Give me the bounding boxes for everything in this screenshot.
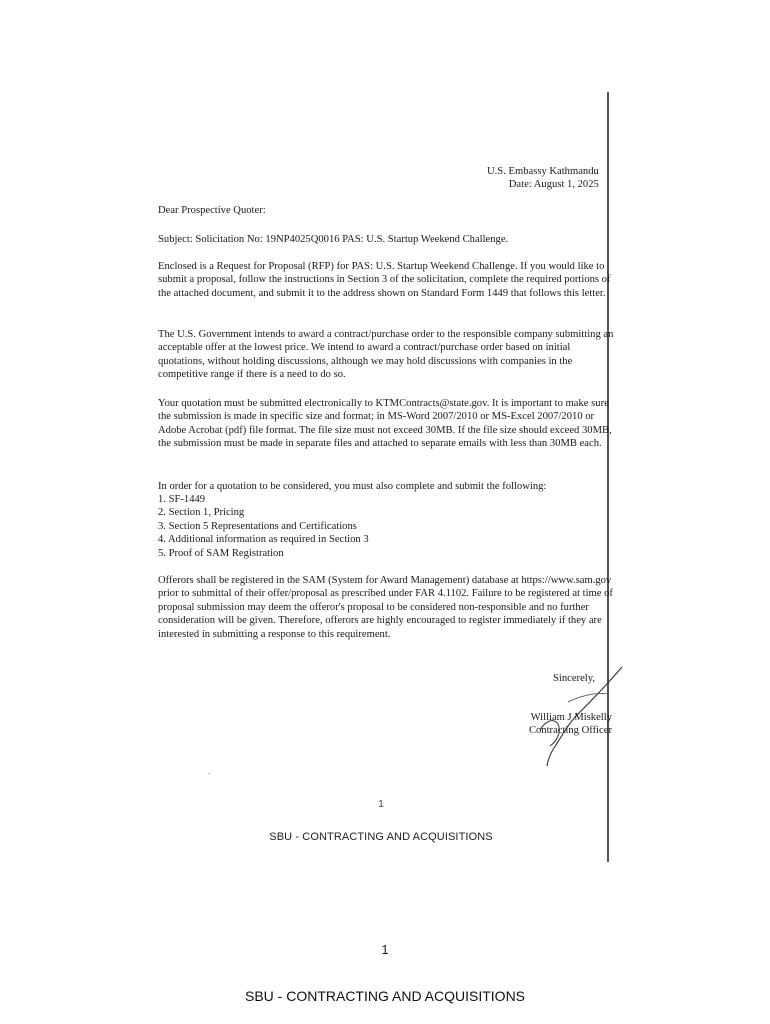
requirements-intro: In order for a quotation to be considered, you must also complete and submit the following: — [158, 481, 547, 492]
paragraph-award: The U.S. Government intends to award a contract/purchase order to the responsible company submitting an acceptable offer at the lowest price. We intend to award a contract/purchase order based on initial quotations, without holding discussions, although we may hold discussions with companies in the competitive range if there is a need to do so. — [158, 329, 614, 381]
sender-line: U.S. Embassy Kathmandu — [487, 166, 599, 177]
salutation: Dear Prospective Quoter: — [158, 205, 266, 216]
page-number: 1 — [381, 942, 389, 957]
date-line: Date: August 1, 2025 — [508, 179, 599, 191]
paragraph-rfp: Enclosed is a Request for Proposal (RFP) for PAS: U.S. Startup Weekend Challenge. If you would like to submit a proposal, follow the instructions in Section 3 of the solicitation, complete the required portions of the attached document, and submit it to the address shown on Standard Form 1449 that follows this letter. — [158, 261, 611, 299]
signer-block — [512, 711, 612, 738]
paragraph-submission: Your quotation must be submitted electronically to KTMContracts@state.gov. It is important to make sure the submission is made in specific size and format; in MS-Word 2007/2010 or MS-Excel 2007/2010 or Adobe Acrobat (pdf) file format. The file size must not exceed 30MB. If the file size should exceed 30MB, the submission must be made in separate files and attached to separate emails with less than 30MB each. — [158, 398, 612, 450]
signer-name: William J Miskelly — [530, 712, 612, 723]
requirement-item: 5. Proof of SAM Registration — [158, 547, 284, 559]
requirement-item: 4. Additional information as required in Section 3 — [158, 534, 369, 546]
subject-line: Subject: Solicitation No: 19NP4025Q0016 PAS: U.S. Startup Weekend Challenge. — [158, 234, 509, 245]
page-footer: SBU - CONTRACTING AND ACQUISITIONS — [244, 988, 526, 1004]
scan-speck — [208, 773, 210, 774]
scan-page-number: 1 — [378, 799, 384, 810]
signer-title: Contracting Officer — [528, 725, 612, 737]
requirement-item: 3. Section 5 Representations and Certifications — [158, 520, 357, 532]
scan-footer: SBU - CONTRACTING AND ACQUISITIONS — [269, 831, 493, 843]
closing: Sincerely, — [553, 673, 595, 684]
letter-header — [487, 165, 599, 192]
paragraph-sam: Offerors shall be registered in the SAM (System for Award Management) database at https://www.sam.gov prior to submittal of their offer/proposal as prescribed under FAR 4.1102. Failure to be registered at time of proposal submission may deem the offeror's proposal to be considered non-responsible and no further consideration will be given. Therefore, offerors are highly encouraged to register immediately if they are interested in submitting a response to this requirement. — [158, 575, 613, 640]
requirement-item: 2. Section 1, Pricing — [158, 507, 245, 519]
scanned-letter — [150, 88, 612, 868]
requirements-list — [158, 493, 369, 560]
requirement-item: 1. SF-1449 — [158, 494, 206, 505]
